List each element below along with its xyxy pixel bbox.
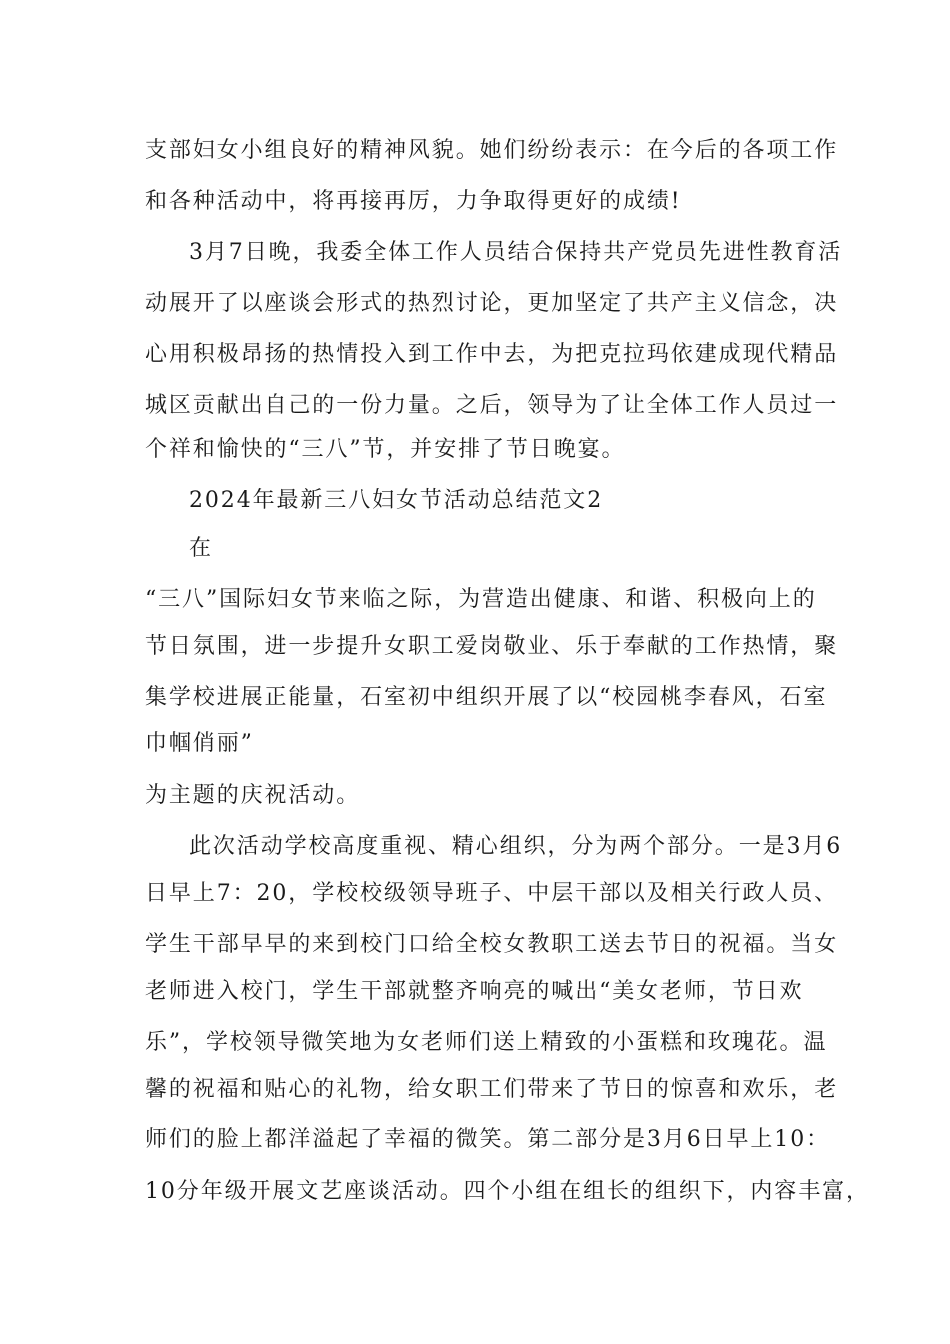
text-line: 老师进入校门，学生干部就整齐响亮的喊出“美女老师，节日欢 xyxy=(145,979,804,1004)
text-line: 馨的祝福和贴心的礼物，给女职工们带来了节日的惊喜和欢乐，老 xyxy=(145,1077,839,1102)
text-line: 为主题的庆祝活动。 xyxy=(145,783,361,808)
text-line: 乐”，学校领导微笑地为女老师们送上精致的小蛋糕和玫瑰花。温 xyxy=(145,1030,828,1055)
text-line: 和各种活动中，将再接再厉，力争取得更好的成绩! xyxy=(145,189,682,214)
text-line: 支部妇女小组良好的精神风貌。她们纷纷表示：在今后的各项工作 xyxy=(145,138,839,163)
text-line: 城区贡献出自己的一份力量。之后，领导为了让全体工作人员过一 xyxy=(145,393,839,418)
text-line: 学生干部早早的来到校门口给全校女教职工送去节日的祝福。当女 xyxy=(145,932,839,957)
text-line: 日早上7：20，学校校级领导班子、中层干部以及相关行政人员、 xyxy=(145,881,838,906)
text-line: 巾帼俏丽” xyxy=(145,731,254,756)
section-heading: 2024年最新三八妇女节活动总结范文2 xyxy=(189,488,604,513)
paragraph-start-line: 在 xyxy=(189,536,213,561)
text-line: 个祥和愉快的“三八”节，并安排了节日晚宴。 xyxy=(145,437,626,462)
paragraph-start-line: 3月7日晚，我委全体工作人员结合保持共产党员先进性教育活 xyxy=(189,240,843,265)
text-line: 10分年级开展文艺座谈活动。四个小组在组长的组织下，内容丰富， xyxy=(145,1179,870,1204)
text-line: “三八”国际妇女节来临之际，为营造出健康、和谐、积极向上的 xyxy=(145,587,817,612)
text-line: 心用积极昂扬的热情投入到工作中去，为把克拉玛依建成现代精品 xyxy=(145,342,839,367)
text-line: 动展开了以座谈会形式的热烈讨论，更加坚定了共产主义信念，决 xyxy=(145,291,839,316)
text-line: 集学校进展正能量，石室初中组织开展了以“校园桃李春风，石室 xyxy=(145,685,828,710)
text-line: 师们的脸上都洋溢起了幸福的微笑。第二部分是3月6日早上10： xyxy=(145,1127,830,1152)
text-line: 节日氛围，进一步提升女职工爱岗敬业、乐于奉献的工作热情，聚 xyxy=(145,634,839,659)
paragraph-start-line: 此次活动学校高度重视、精心组织，分为两个部分。一是3月6 xyxy=(189,834,843,859)
